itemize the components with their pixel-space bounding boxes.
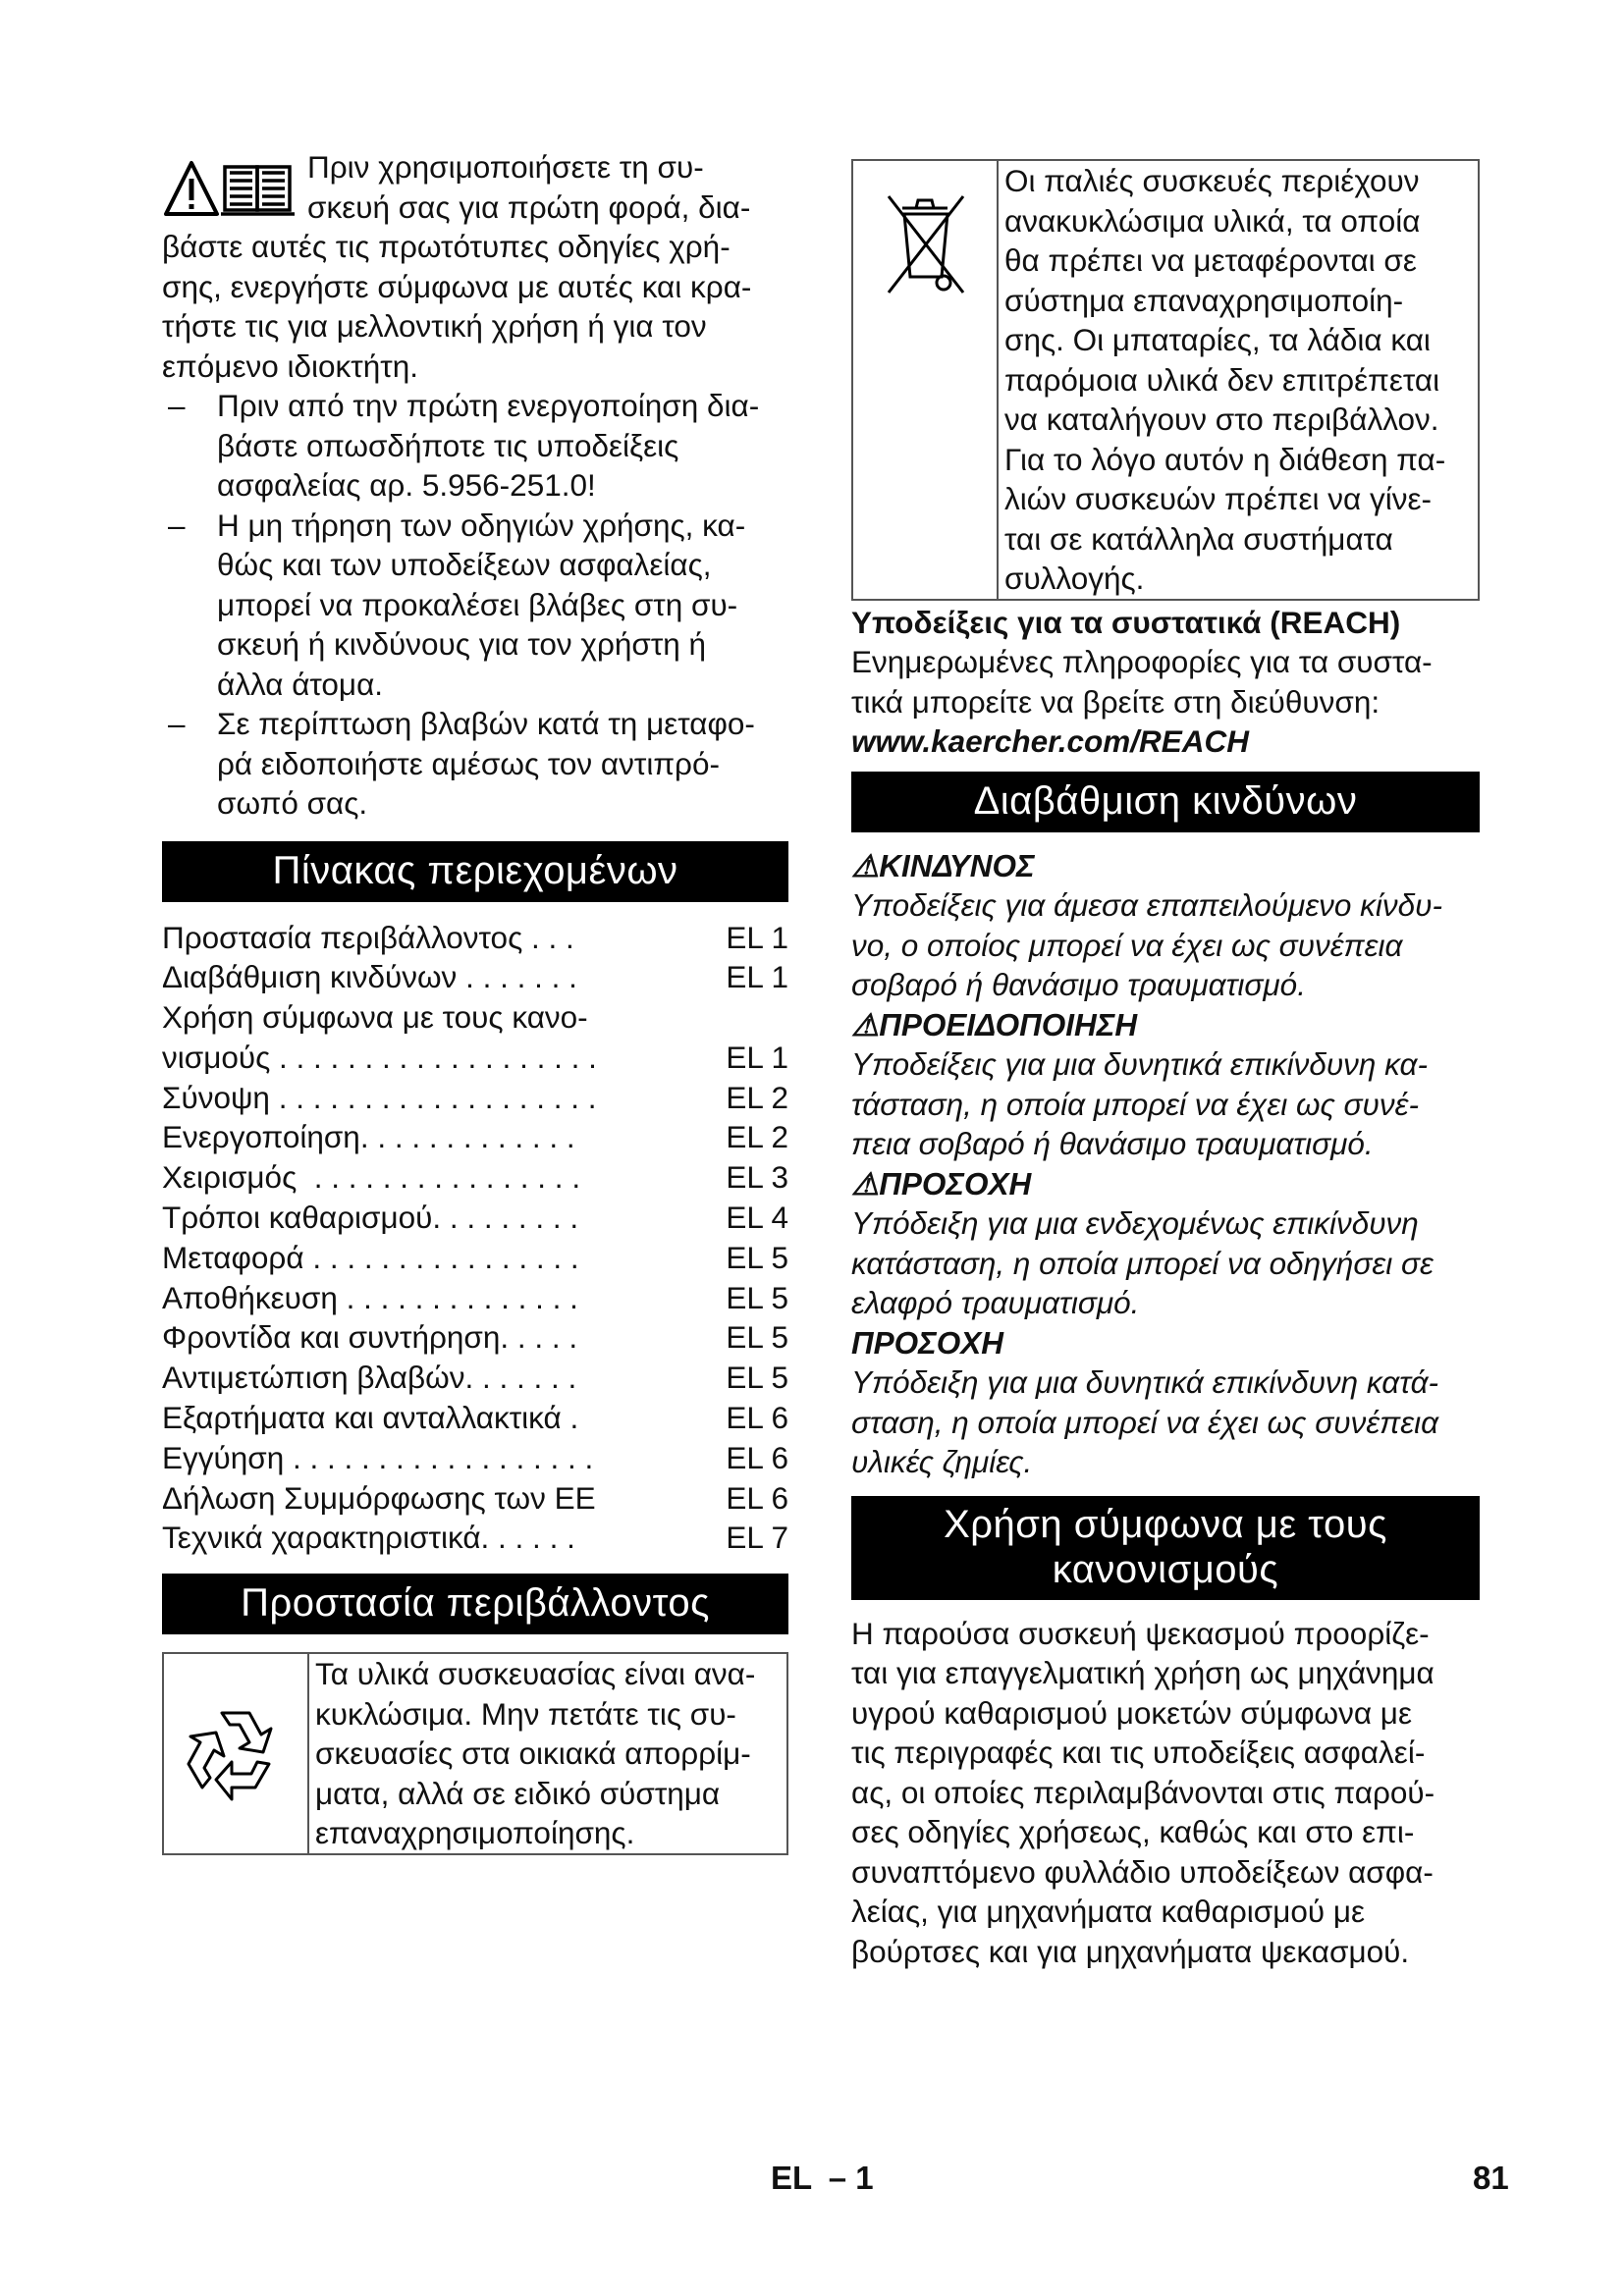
- bullet-line: ρά ειδοποιήστε αμέσως τον αντιπρό-: [217, 745, 720, 781]
- recycle-line: Τα υλικά συσκευασίας είναι ανα-: [315, 1656, 756, 1692]
- toc-row[interactable]: [162, 1358, 788, 1398]
- intro-section: [162, 147, 788, 824]
- toc-page: EL 2: [726, 1079, 788, 1115]
- toc-title: Αποθήκευση . . . . . . . . . . . . . .: [162, 1279, 578, 1315]
- hazard-level-notice: [851, 1323, 1480, 1482]
- warning-triangle-icon: ⚠: [851, 847, 880, 883]
- weee-text: [999, 161, 1447, 599]
- weee-box: [851, 159, 1480, 601]
- reach-line: τικά μπορείτε να βρείτε στη διεύθυνση:: [851, 683, 1380, 720]
- weee-line: ανακυκλώσιμα υλικά, τα οποία: [1004, 202, 1421, 239]
- toc-row[interactable]: [162, 1518, 788, 1558]
- toc-row[interactable]: [162, 997, 788, 1038]
- recycle-line: σκευασίες στα οικιακά απορρίμ-: [315, 1735, 751, 1772]
- bullet-line: Πριν από την πρώτη ενεργοποίηση δια-: [217, 388, 760, 423]
- weee-line: παρόμοια υλικά δεν επιτρέπεται: [1004, 361, 1440, 398]
- intended-use-text: [851, 1614, 1480, 1972]
- bullet-dash: –: [168, 388, 186, 423]
- hazard-line: ελαφρό τραυματισμό.: [851, 1285, 1140, 1320]
- bullet-line: άλλα άτομα.: [217, 666, 384, 702]
- intended-use-line: τις περιγραφές και τις υποδείξεις ασφαλεί-: [851, 1735, 1426, 1770]
- weee-line: λιών συσκευών πρέπει να γίνε-: [1004, 481, 1433, 516]
- toc-row[interactable]: [162, 1117, 788, 1157]
- bullet-line: σκευή ή κινδύνους για τον χρήστη ή: [217, 626, 707, 662]
- hazard-line: Υποδείξεις για άμεσα επαπειλούμενο κίνδυ-: [851, 887, 1442, 923]
- weee-line: να καταλήγουν στο περιβάλλον.: [1004, 401, 1439, 437]
- recycle-icon-cell: [164, 1654, 309, 1853]
- toc-title: Σύνοψη . . . . . . . . . . . . . . . . . . .: [162, 1079, 597, 1115]
- warning-triangle-icon: ⚠: [851, 1006, 880, 1042]
- weee-line: συλλογής.: [1004, 561, 1145, 596]
- bullet-line: θώς και των υποδείξεων ασφαλείας,: [217, 547, 712, 582]
- hazard-line: κατάσταση, η οποία μπορεί να οδηγήσει σε: [851, 1245, 1434, 1281]
- toc-title: Διαβάθμιση κινδύνων . . . . . . .: [162, 959, 577, 995]
- intro-icons: [162, 159, 299, 220]
- hazard-levels: [851, 846, 1480, 1482]
- footer-lang: EL: [771, 2160, 812, 2196]
- intro-line: σης, ενεργήστε σύμφωνα με αυτές και κρα-: [162, 268, 752, 304]
- footer-section-label: [771, 2160, 874, 2197]
- reach-url-link[interactable]: www.kaercher.com/REACH: [851, 723, 1249, 759]
- weee-line: Οι παλιές συσκευές περιέχουν: [1004, 163, 1420, 198]
- hazard-level-warning: [851, 1005, 1480, 1164]
- toc-title: Τεχνικά χαρακτηριστικά. . . . . .: [162, 1520, 575, 1556]
- toc-page: EL 6: [726, 1479, 788, 1516]
- intro-line: βάστε αυτές τις πρωτότυπες οδηγίες χρή-: [162, 229, 731, 264]
- open-book-icon: [221, 167, 295, 214]
- toc-page: EL 1: [726, 959, 788, 995]
- toc-page: EL 1: [726, 919, 788, 955]
- recycle-line: επαναχρησιμοποίησης.: [315, 1815, 635, 1851]
- toc-title: Τρόποι καθαρισμού. . . . . . . . .: [162, 1200, 579, 1236]
- hazard-line: υλικές ζημίες.: [851, 1444, 1033, 1479]
- toc-page: EL 5: [726, 1239, 788, 1275]
- weee-line: σύστημα επαναχρησιμοποίη-: [1004, 282, 1404, 318]
- hazard-title: ΚΙΝΔΥΝΟΣ: [879, 847, 1035, 883]
- hazard-line: νο, ο οποίος μπορεί να έχει ως συνέπεια: [851, 927, 1403, 963]
- intended-use-line: σες οδηγίες χρήσεως, καθώς και στο επι-: [851, 1814, 1415, 1849]
- hazard-title: ΠΡΟΣΟΧΗ: [851, 1324, 1003, 1361]
- hazard-line: Υποδείξεις για μια δυνητικά επικίνδυνη κα-: [851, 1046, 1428, 1082]
- footer-page-number: 81: [1473, 2160, 1509, 2196]
- toc-page: EL 2: [726, 1119, 788, 1155]
- weee-line: Για το λόγο αυτόν η διάθεση πα-: [1004, 441, 1446, 477]
- weee-icon-cell: [853, 161, 999, 599]
- hazard-line: Υπόδειξη για μια ενδεχομένως επικίνδυνη: [851, 1205, 1419, 1241]
- intended-use-line: λείας, για μηχανήματα καθαρισμού με: [851, 1894, 1366, 1929]
- toc-row[interactable]: [162, 1438, 788, 1478]
- toc-page: EL 5: [726, 1360, 788, 1396]
- intended-use-line: Η παρούσα συσκευή ψεκασμού προορίζε-: [851, 1615, 1430, 1651]
- bullet-item: [162, 704, 788, 824]
- toc-row[interactable]: [162, 1398, 788, 1438]
- bullet-line: ασφαλείας αρ. 5.956-251.0!: [217, 467, 596, 503]
- toc-page: EL 5: [726, 1319, 788, 1356]
- bullet-line: Η μη τήρηση των οδηγιών χρήσης, κα-: [217, 507, 746, 543]
- bullet-dash: –: [168, 507, 186, 543]
- intended-use-heading-line: Χρήση σύμφωνα με τους: [944, 1502, 1387, 1546]
- warning-and-manual-icons: [162, 159, 299, 220]
- hazard-line: σταση, η οποία μπορεί να έχει ως συνέπεια: [851, 1404, 1439, 1440]
- toc-title: Φροντίδα και συντήρηση. . . . .: [162, 1319, 578, 1356]
- bullet-line: Σε περίπτωση βλαβών κατά τη μεταφο-: [217, 706, 755, 741]
- toc-row[interactable]: [162, 1238, 788, 1278]
- hazard-title: ΠΡΟΣΟΧΗ: [879, 1165, 1032, 1201]
- toc-title: Δήλωση Συμμόρφωσης των ΕΕ: [162, 1479, 596, 1516]
- warning-triangle-icon: ⚠: [851, 1165, 880, 1201]
- intro-line: επόμενο ιδιοκτήτη.: [162, 347, 418, 384]
- toc-row[interactable]: [162, 1278, 788, 1318]
- toc-title: Μεταφορά . . . . . . . . . . . . . . . .: [162, 1239, 579, 1275]
- toc-title: νισμούς . . . . . . . . . . . . . . . . . . .: [162, 1039, 597, 1075]
- intended-use-heading: [851, 1496, 1480, 1600]
- toc-page: EL 5: [726, 1279, 788, 1315]
- crossed-out-bin-icon: [881, 190, 969, 308]
- bullet-line: σωπό σας.: [217, 785, 368, 821]
- bullet-dash: –: [168, 706, 186, 741]
- weee-line: σης. Οι μπαταρίες, τα λάδια και: [1004, 322, 1431, 357]
- toc-page: EL 1: [726, 1039, 788, 1075]
- hazard-line: Υπόδειξη για μια δυνητικά επικίνδυνη κατά-: [851, 1364, 1439, 1400]
- toc-title: Αντιμετώπιση βλαβών. . . . . . .: [162, 1360, 577, 1396]
- toc-title: Χειρισμός . . . . . . . . . . . . . . . .: [162, 1159, 581, 1196]
- intro-line: τήστε τις για μελλοντική χρήση ή για τον: [162, 308, 707, 344]
- recycle-box: [162, 1652, 788, 1855]
- recycle-icon: [177, 1695, 295, 1813]
- intended-use-line: βούρτσες και για μηχανήματα ψεκασμού.: [851, 1933, 1410, 1969]
- hazard-title: ΠΡΟΕΙΔΟΠΟΙΗΣΗ: [879, 1006, 1138, 1042]
- toc-page: EL 6: [726, 1400, 788, 1436]
- intro-line: σκευή σας για πρώτη φορά, δια-: [307, 188, 751, 225]
- intended-use-line: ας, οι οποίες περιλαμβάνονται στις παρού-: [851, 1774, 1435, 1810]
- hazard-heading: Διαβάθμιση κινδύνων: [851, 772, 1480, 832]
- toc-row[interactable]: [162, 1038, 788, 1078]
- weee-line: θα πρέπει να μεταφέρονται σε: [1004, 242, 1417, 278]
- toc-row[interactable]: [162, 1198, 788, 1238]
- toc-title: Εξαρτήματα και ανταλλακτικά .: [162, 1400, 579, 1436]
- toc-page: [781, 997, 788, 1038]
- warning-triangle-icon: [166, 163, 217, 214]
- toc-page: EL 4: [726, 1200, 788, 1236]
- toc-row[interactable]: [162, 918, 788, 958]
- hazard-line: σοβαρό ή θανάσιμο τραυματισμό.: [851, 967, 1306, 1002]
- toc-title: Χρήση σύμφωνα με τους κανο-: [162, 999, 588, 1036]
- weee-line: ται σε κατάλληλα συστήματα: [1004, 520, 1393, 557]
- reach-title: Υποδείξεις για τα συστατικά (REACH): [851, 604, 1401, 640]
- hazard-line: τάσταση, η οποία μπορεί να έχει ως συνέ-: [851, 1086, 1419, 1122]
- hazard-level-caution: [851, 1164, 1480, 1323]
- toc-row[interactable]: [162, 1478, 788, 1519]
- toc-row[interactable]: [162, 1157, 788, 1198]
- environment-heading: Προστασία περιβάλλοντος: [162, 1574, 788, 1634]
- toc-list: [162, 918, 788, 1559]
- bullet-line: μπορεί να προκαλέσει βλάβες στη συ-: [217, 586, 738, 622]
- bullet-item: [162, 506, 788, 705]
- hazard-line: πεια σοβαρό ή θανάσιμο τραυματισμό.: [851, 1126, 1374, 1161]
- toc-title: Προστασία περιβάλλοντος . . .: [162, 919, 574, 955]
- bullet-item: [162, 386, 788, 506]
- toc-row[interactable]: [162, 957, 788, 997]
- intended-use-line: υγρού καθαρισμού μοκετών σύμφωνα με: [851, 1694, 1412, 1731]
- reach-line: Ενημερωμένες πληροφορίες για τα συστα-: [851, 644, 1433, 679]
- toc-title: Ενεργοποίηση. . . . . . . . . . . . .: [162, 1119, 575, 1155]
- recycle-text: [309, 1654, 757, 1853]
- right-column: [851, 159, 1480, 1971]
- toc-page: EL 3: [726, 1159, 788, 1196]
- toc-row[interactable]: [162, 1078, 788, 1118]
- toc-heading: Πίνακας περιεχομένων: [162, 841, 788, 902]
- recycle-line: κυκλώσιμα. Μην πετάτε τις συ-: [315, 1695, 736, 1732]
- intended-use-heading-line: κανονισμούς: [1052, 1547, 1279, 1591]
- hazard-level-danger: [851, 846, 1480, 1005]
- recycle-line: ματα, αλλά σε ειδικό σύστημα: [315, 1775, 721, 1811]
- toc-page: EL 6: [726, 1439, 788, 1475]
- footer-section-page: – 1: [828, 2160, 874, 2196]
- bullet-line: βάστε οπωσδήποτε τις υποδείξεις: [217, 427, 679, 463]
- toc-page: EL 7: [726, 1520, 788, 1556]
- intended-use-line: συναπτόμενο φυλλάδιο υποδείξεων ασφα-: [851, 1853, 1434, 1890]
- intro-line: Πριν χρησιμοποιήσετε τη συ-: [307, 149, 704, 185]
- left-column: [162, 147, 788, 1855]
- toc-title: Εγγύηση . . . . . . . . . . . . . . . . . .: [162, 1439, 594, 1475]
- intended-use-line: ται για επαγγελματική χρήση ως μηχάνημα: [851, 1655, 1435, 1690]
- toc-row[interactable]: [162, 1317, 788, 1358]
